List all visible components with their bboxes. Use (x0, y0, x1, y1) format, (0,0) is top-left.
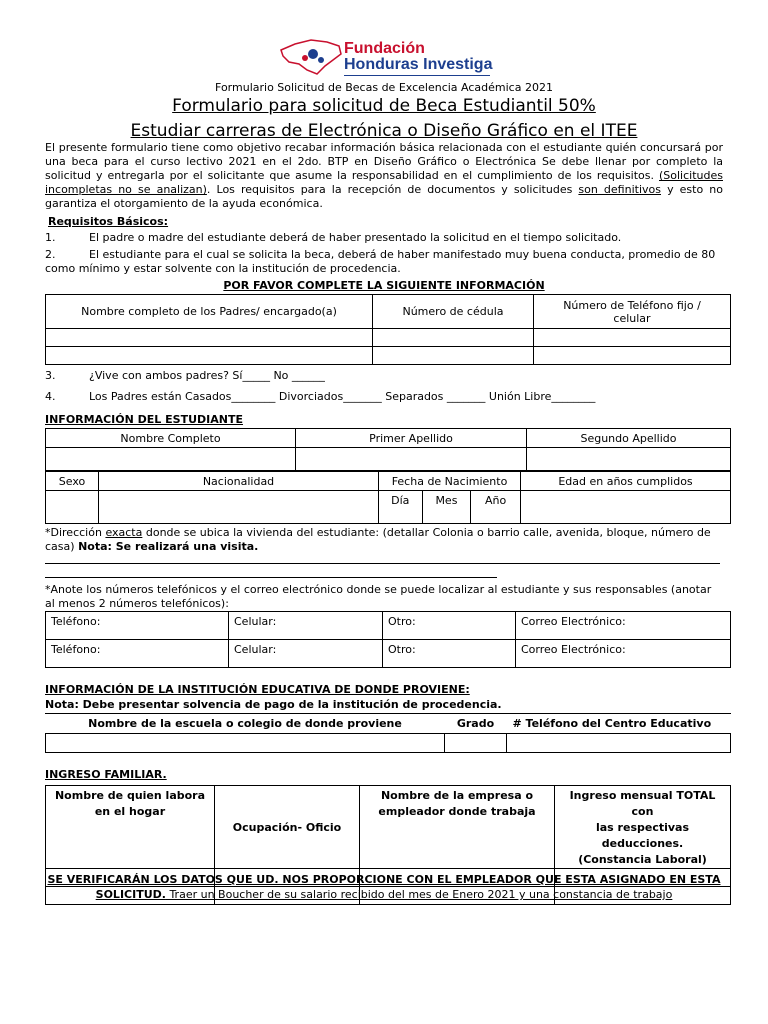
institucion-input-nombre[interactable] (46, 733, 445, 752)
institucion-input-telefono[interactable] (507, 733, 731, 752)
contact-correo-2[interactable]: Correo Electrónico: (516, 640, 731, 668)
student-name-table (45, 428, 731, 471)
requisito-1-num: 1. (45, 231, 56, 244)
student-ano[interactable]: Año (471, 491, 521, 524)
contact-table (45, 611, 731, 668)
parents-input-telefono-1[interactable] (534, 329, 731, 347)
logo-underline (344, 75, 490, 76)
requisito-2-num: 2. (45, 248, 56, 261)
telefonos-label: *Anote los números telefónicos y el correo electrónico donde se puede localizar al estudiante y sus responsables (anotar (45, 583, 712, 596)
student-input-nombre[interactable] (46, 448, 296, 471)
contact-otro-2[interactable]: Otro: (383, 640, 516, 668)
institucion-heading: INFORMACIÓN DE LA INSTITUCIÓN EDUCATIVA DE DONDE PROVIENE: (45, 683, 470, 696)
ingreso-header-ingreso: Ingreso mensual TOTAL con las respectivas deducciones. (Constancia Laboral) (555, 786, 731, 869)
logo-line2: Honduras Investiga (344, 56, 493, 73)
ingreso-header-ocupacion: Ocupación- Oficio (215, 786, 360, 869)
direccion-label-line2: casa) Nota: Se realizará una visita. (45, 540, 259, 553)
form-title-line2: Estudiar carreras de Electrónica o Diseño Gráfico en el ITEE (130, 121, 638, 141)
requisito-1-text: El padre o madre del estudiante deberá de haber presentado la solicitud en el tiempo solicitado. (89, 231, 622, 244)
institucion-table (45, 714, 731, 753)
student-heading: INFORMACIÓN DEL ESTUDIANTE (45, 413, 243, 426)
ingreso-header-nombre: Nombre de quien labora en el hogar (46, 786, 215, 869)
logo (277, 36, 497, 80)
contact-celular-2[interactable]: Celular: (229, 640, 383, 668)
intro-paragraph: El presente formulario tiene como objetivo recabar información básica relacionada con el estudiante quién concursará por una beca para el curso lectivo 2021 en el 2do. BTP en Diseño Gráfico o Electrónica Se debe llenar por completo la solicitud y entregarla por el solicitante que asume la responsabilidad en el cumplimiento de los requisitos. (Solicitudes incompletas no se analizan). Los requisitos para la recepción de documentos y solicitudes son definitivos y esto no garantiza el otorgamiento de la ayuda económica. (45, 141, 723, 210)
form-title-line1: Formulario para solicitud de Beca Estudiantil 50% (172, 96, 596, 116)
requisito-2-text-cont: como mínimo y estar solvente con la institución de procedencia. (45, 262, 401, 275)
honduras-map-logo-icon (277, 36, 347, 80)
parents-input-name-1[interactable] (46, 329, 373, 347)
institucion-header-nombre: Nombre de la escuela o colegio de donde proviene (88, 716, 402, 730)
student-input-apellido1[interactable] (296, 448, 527, 471)
institucion-header-telefono: # Teléfono del Centro Educativo (512, 716, 712, 730)
parents-input-telefono-2[interactable] (534, 347, 731, 365)
contact-celular-1[interactable]: Celular: (229, 612, 383, 640)
student-dia[interactable]: Día (379, 491, 423, 524)
ingreso-table (45, 785, 731, 905)
institucion-input-grado[interactable] (445, 733, 507, 752)
institucion-nota: Nota: Debe presentar solvencia de pago de la institución de procedencia. (45, 698, 502, 711)
contact-otro-1[interactable]: Otro: (383, 612, 516, 640)
direccion-input-line1[interactable] (45, 555, 720, 564)
direccion-input-line2[interactable] (45, 569, 497, 578)
contact-telefono-2[interactable]: Teléfono: (46, 640, 229, 668)
student-input-sexo[interactable] (46, 491, 99, 524)
parents-input-cedula-1[interactable] (373, 329, 534, 347)
student-input-apellido2[interactable] (527, 448, 731, 471)
parents-input-name-2[interactable] (46, 347, 373, 365)
student-mes[interactable]: Mes (422, 491, 471, 524)
contact-correo-1[interactable]: Correo Electrónico: (516, 612, 731, 640)
contact-telefono-1[interactable]: Teléfono: (46, 612, 229, 640)
q4-text[interactable]: Los Padres están Casados________ Divorciados_______ Separados _______ Unión Libre________ (89, 390, 596, 403)
student-header-nombre: Nombre Completo (46, 429, 296, 448)
q3-text[interactable]: ¿Vive con ambos padres? Sí_____ No ______ (89, 369, 325, 382)
parents-header-name: Nombre completo de los Padres/ encargado(a) (46, 295, 373, 329)
student-details-table (45, 471, 731, 524)
complete-heading: POR FAVOR COMPLETE LA SIGUIENTE INFORMACIÓN (223, 279, 545, 292)
logo-line1: Fundación (344, 40, 425, 57)
student-header-apellido2: Segundo Apellido (527, 429, 731, 448)
student-header-nacionalidad: Nacionalidad (99, 472, 379, 491)
student-input-nacionalidad[interactable] (99, 491, 379, 524)
telefonos-label-line2: al menos 2 números telefónicos): (45, 597, 229, 610)
footer-line1: SE VERIFICARÁN LOS DATOS QUE UD. NOS PROPORCIONE CON EL EMPLEADOR QUE ESTA ASIGNADO EN ESTA (47, 873, 721, 886)
q4-num: 4. (45, 390, 56, 403)
student-header-edad: Edad en años cumplidos (521, 472, 731, 491)
requisitos-heading: Requisitos Básicos: (48, 215, 169, 228)
form-subtitle: Formulario Solicitud de Becas de Excelencia Académica 2021 (215, 81, 553, 94)
footer-line2: SOLICITUD. Traer un Boucher de su salario recibido del mes de Enero 2021 y una constancia de trabajo (95, 888, 673, 901)
parents-input-cedula-2[interactable] (373, 347, 534, 365)
institucion-header-grado: Grado (456, 716, 495, 730)
student-header-sexo: Sexo (46, 472, 99, 491)
parents-header-telefono: Número de Teléfono fijo / celular (534, 295, 731, 329)
parents-header-cedula: Número de cédula (373, 295, 534, 329)
student-header-fecha: Fecha de Nacimiento (379, 472, 521, 491)
parents-table (45, 294, 731, 365)
student-header-apellido1: Primer Apellido (296, 429, 527, 448)
requisito-2-text: El estudiante para el cual se solicita la beca, deberá de haber manifestado muy buena conducta, promedio de 80 (89, 248, 716, 261)
ingreso-heading: INGRESO FAMILIAR. (45, 768, 167, 781)
ingreso-header-empresa: Nombre de la empresa o empleador donde trabaja (360, 786, 555, 869)
student-input-edad[interactable] (521, 491, 731, 524)
direccion-label: *Dirección exacta donde se ubica la vivienda del estudiante: (detallar Colonia o barrio calle, avenida, bloque, número de (45, 526, 711, 539)
q3-num: 3. (45, 369, 56, 382)
